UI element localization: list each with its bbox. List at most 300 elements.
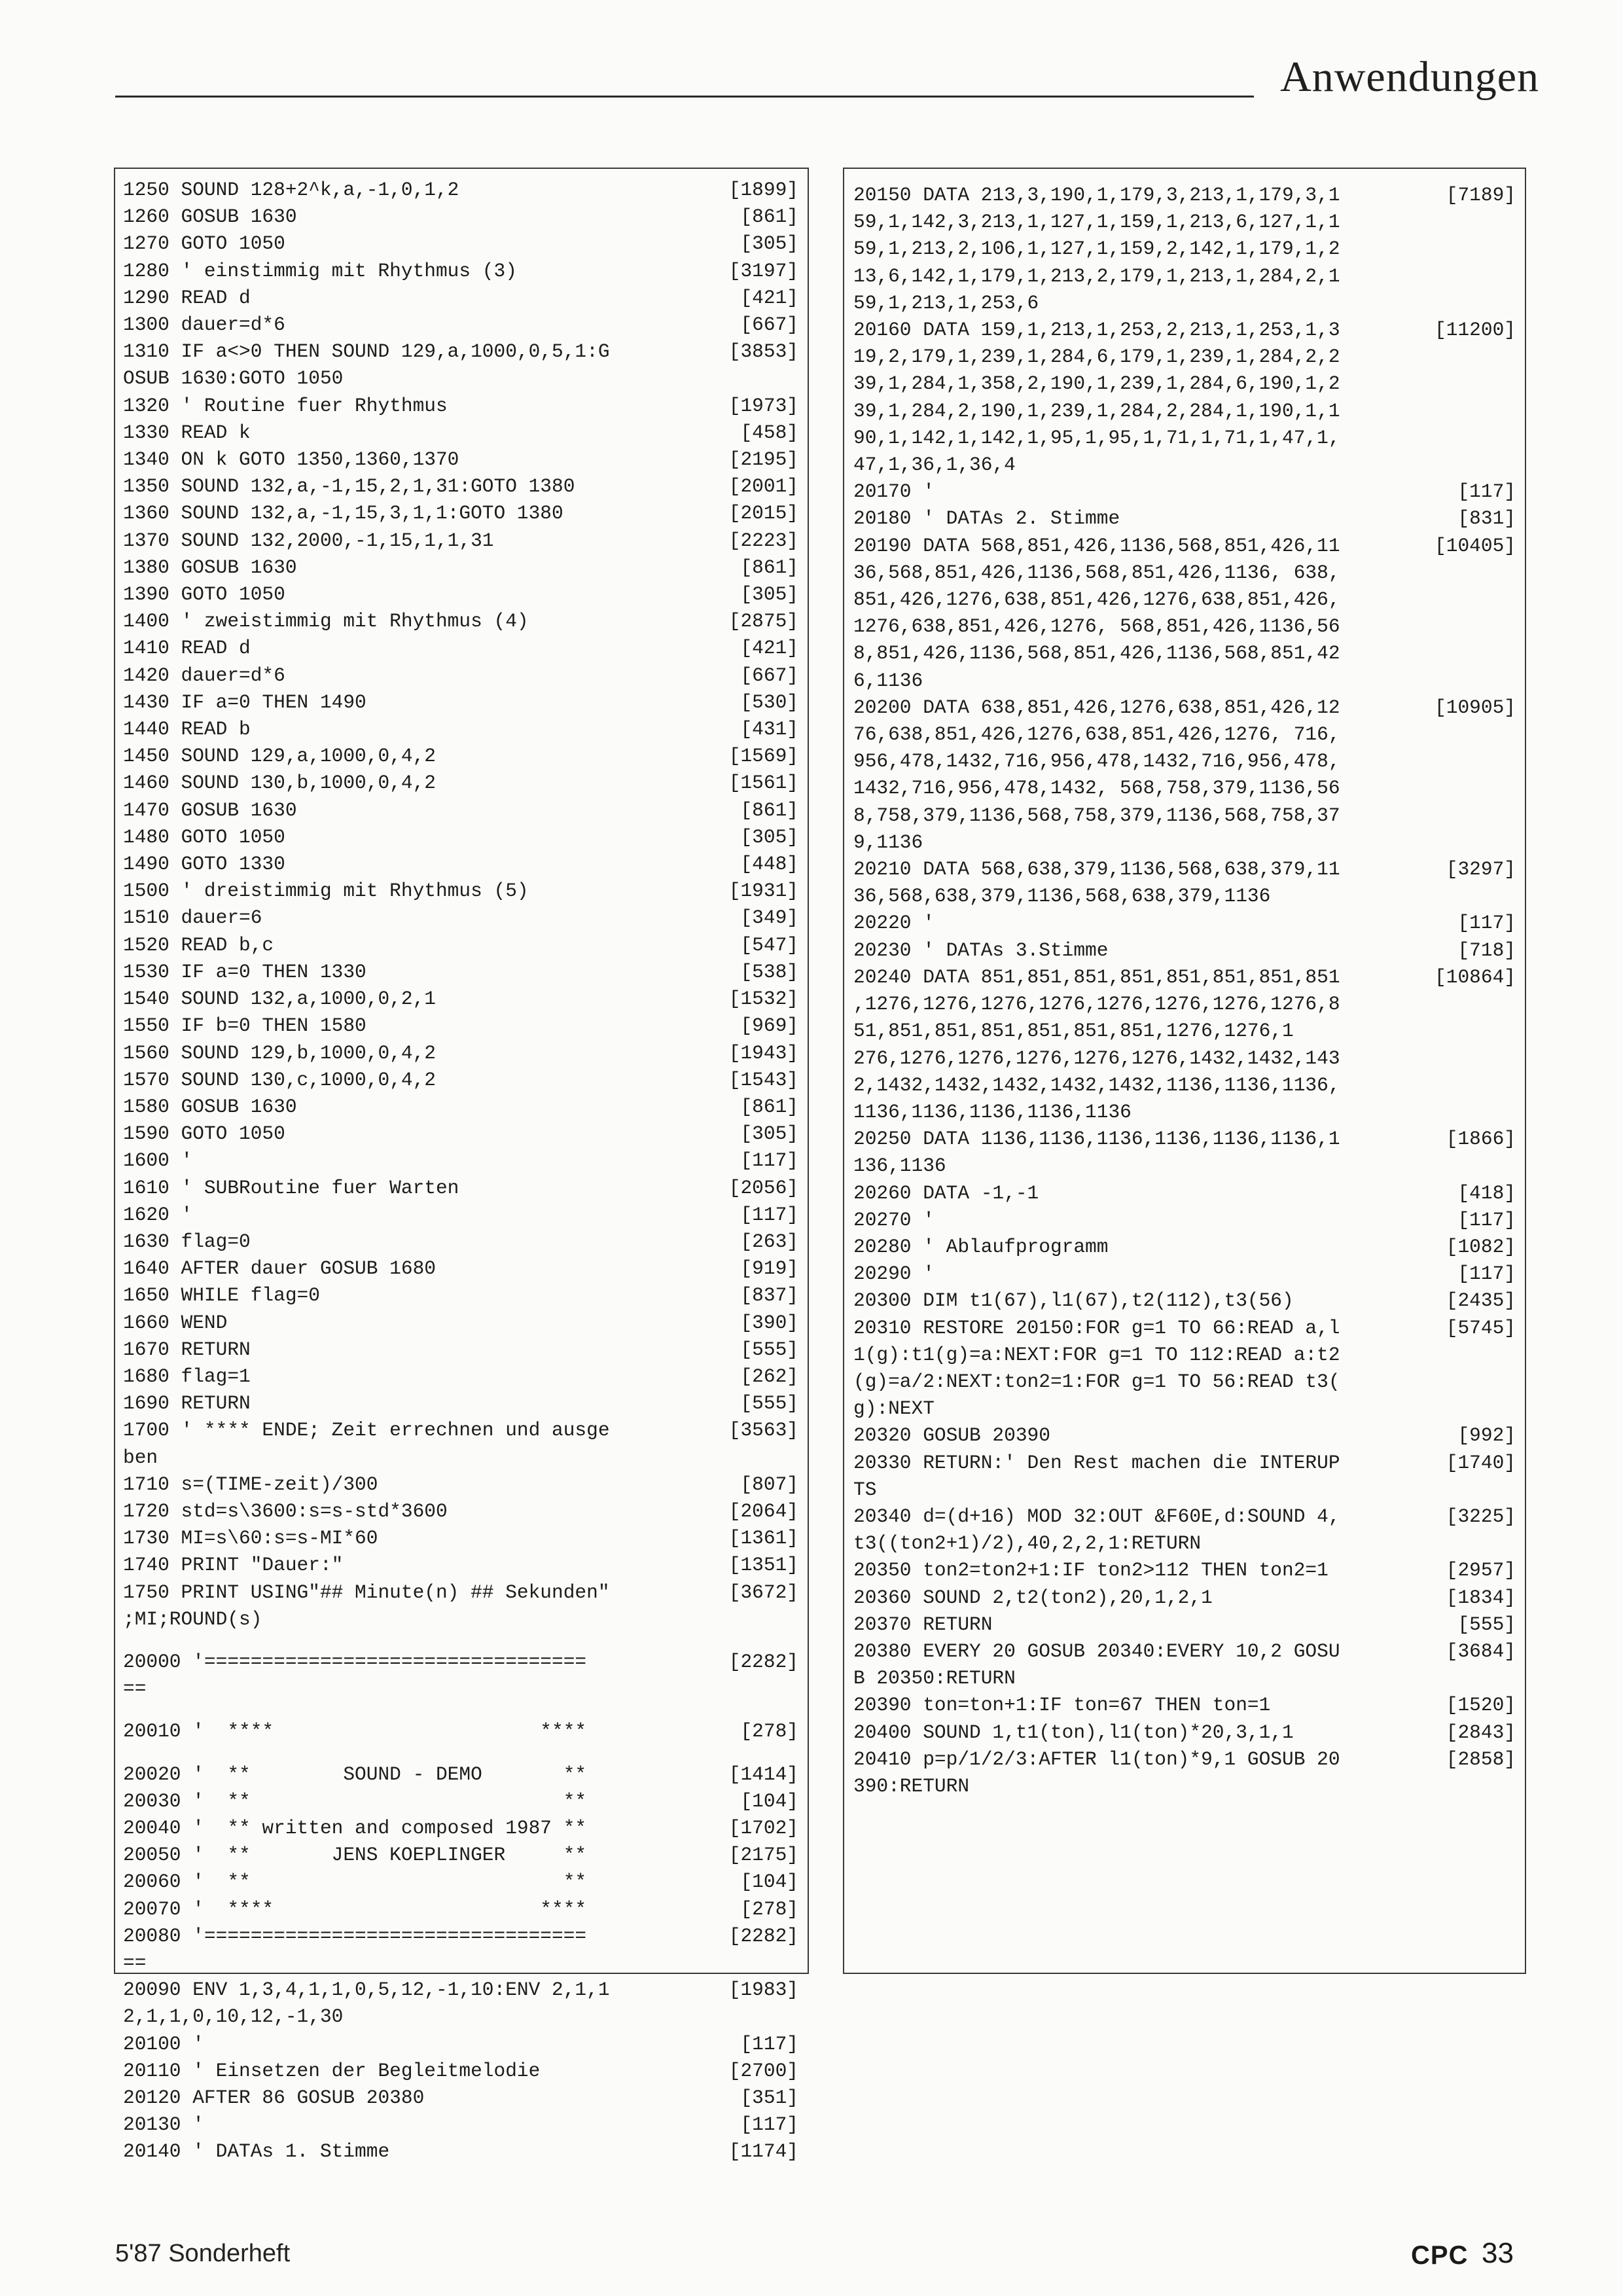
code-line xyxy=(853,1773,1516,1800)
checksum: [3297] xyxy=(1446,858,1516,881)
code-text: 20370 RETURN xyxy=(853,1613,993,1636)
checksum: [1866] xyxy=(1446,1128,1516,1151)
checksum: [2700] xyxy=(728,2059,798,2082)
checksum: [305] xyxy=(740,825,798,848)
code-text: 20280 ' Ablaufprogramm xyxy=(853,1235,1109,1258)
checksum: [104] xyxy=(740,1789,798,1812)
code-text: 19,2,179,1,239,1,284,6,179,1,239,1,284,2,2 xyxy=(853,346,1340,368)
code-text: 20250 DATA 1136,1136,1136,1136,1136,1136,1 xyxy=(853,1128,1340,1151)
code-text: 1690 RETURN xyxy=(123,1392,251,1415)
code-text: 20260 DATA -1,-1 xyxy=(853,1181,1039,1204)
code-line xyxy=(853,478,1516,505)
checksum: [1561] xyxy=(728,772,798,795)
code-line xyxy=(853,317,1516,344)
code-text: 20090 ENV 1,3,4,1,1,0,5,12,-1,10:ENV 2,1,1 xyxy=(123,1979,610,2001)
checksum: [278] xyxy=(740,1897,798,1920)
checksum: [3853] xyxy=(728,340,798,363)
checksum: [538] xyxy=(740,960,798,983)
code-text: ben xyxy=(123,1446,158,1469)
code-text: 1520 READ b,c xyxy=(123,933,274,956)
code-line xyxy=(123,743,798,770)
code-text: 851,426,1276,638,851,426,1276,638,851,426, xyxy=(853,588,1340,611)
code-line xyxy=(123,1282,798,1309)
code-text: 2,1,1,0,10,12,-1,30 xyxy=(123,2005,344,2028)
code-line xyxy=(123,1013,798,1039)
checksum: [117] xyxy=(740,2032,798,2055)
code-text: 20030 ' ** ** xyxy=(123,1789,587,1812)
code-line xyxy=(123,1761,798,1788)
code-text: 1730 MI=s\60:s=s-MI*60 xyxy=(123,1527,378,1550)
checksum: [831] xyxy=(1457,507,1516,530)
checksum: [10864] xyxy=(1435,965,1516,988)
checksum: [2223] xyxy=(728,529,798,552)
checksum: [718] xyxy=(1457,939,1516,961)
code-line xyxy=(123,635,798,662)
code-line xyxy=(123,338,798,365)
checksum: [2875] xyxy=(728,610,798,633)
code-line xyxy=(853,1719,1516,1746)
code-text: 1380 GOSUB 1630 xyxy=(123,556,297,579)
checksum: [117] xyxy=(1457,480,1516,503)
code-line xyxy=(853,640,1516,667)
code-line xyxy=(853,1315,1516,1342)
code-text: 9,1136 xyxy=(853,831,923,853)
code-text: 1136,1136,1136,1136,1136 xyxy=(853,1100,1132,1123)
code-line xyxy=(853,964,1516,991)
checksum: [2056] xyxy=(728,1176,798,1199)
checksum: [10405] xyxy=(1435,534,1516,557)
code-text: 1340 ON k GOTO 1350,1360,1370 xyxy=(123,448,459,471)
checksum: [1973] xyxy=(728,394,798,417)
code-line xyxy=(853,1369,1516,1395)
code-line xyxy=(853,991,1516,1018)
checksum: [555] xyxy=(740,1392,798,1415)
code-line xyxy=(123,1147,798,1174)
code-text: 2,1432,1432,1432,1432,1432,1136,1136,1136, xyxy=(853,1073,1340,1096)
code-line xyxy=(853,1503,1516,1530)
code-text: 1400 ' zweistimmig mit Rhythmus (4) xyxy=(123,610,529,633)
code-line xyxy=(123,1579,798,1606)
code-line xyxy=(853,452,1516,478)
code-text: 1440 READ b xyxy=(123,718,251,741)
checksum: [861] xyxy=(740,798,798,821)
code-line xyxy=(853,1395,1516,1422)
code-line xyxy=(123,878,798,905)
checksum: [2957] xyxy=(1446,1559,1516,1582)
code-text: 39,1,284,1,358,2,190,1,239,1,284,6,190,1,2 xyxy=(853,372,1340,395)
code-line xyxy=(123,1676,798,1702)
checksum: [861] xyxy=(740,556,798,579)
checksum: [351] xyxy=(740,2087,798,2109)
code-text: 1660 WEND xyxy=(123,1311,228,1334)
checksum: [117] xyxy=(740,1149,798,1172)
code-text: 1410 READ d xyxy=(123,637,251,660)
checksum: [421] xyxy=(740,286,798,309)
code-text: 1420 dauer=d*6 xyxy=(123,664,285,687)
checksum: [305] xyxy=(740,232,798,255)
code-line xyxy=(123,824,798,851)
code-text: 20170 ' xyxy=(853,480,935,503)
code-line xyxy=(123,851,798,878)
code-line xyxy=(853,344,1516,370)
code-text: == xyxy=(123,1952,147,1974)
code-text: 20050 ' ** JENS KOEPLINGER ** xyxy=(123,1844,587,1867)
code-line xyxy=(853,1045,1516,1072)
checksum: [104] xyxy=(740,1871,798,1893)
code-text: 1432,716,956,478,1432, 568,758,379,1136,56 xyxy=(853,777,1340,800)
listing-left-column xyxy=(114,168,809,2163)
code-line xyxy=(123,1950,798,1977)
checksum: [1943] xyxy=(728,1041,798,1064)
code-line xyxy=(123,1498,798,1525)
code-text: 20310 RESTORE 20150:FOR g=1 TO 66:READ a,l xyxy=(853,1316,1340,1339)
code-text: 1650 WHILE flag=0 xyxy=(123,1284,320,1307)
code-line xyxy=(853,910,1516,937)
code-line xyxy=(853,1342,1516,1369)
checksum: [263] xyxy=(740,1230,798,1253)
code-text: 1(g):t1(g)=a:NEXT:FOR g=1 TO 112:READ a:t2 xyxy=(853,1343,1340,1366)
code-text: 1630 flag=0 xyxy=(123,1230,251,1253)
code-line xyxy=(123,797,798,824)
code-line xyxy=(853,1099,1516,1126)
code-line xyxy=(123,420,798,446)
code-line xyxy=(853,1207,1516,1234)
checksum: [7189] xyxy=(1446,184,1516,206)
code-text: 1720 std=s\3600:s=s-std*3600 xyxy=(123,1499,448,1522)
code-text: 20410 p=p/1/2/3:AFTER l1(ton)*9,1 GOSUB 20 xyxy=(853,1748,1340,1770)
checksum: [2175] xyxy=(728,1844,798,1867)
section-title: Anwendungen xyxy=(1274,52,1539,102)
code-line xyxy=(123,1869,798,1895)
code-text: 1300 dauer=d*6 xyxy=(123,314,285,336)
code-text: 1430 IF a=0 THEN 1490 xyxy=(123,691,366,713)
code-line xyxy=(853,829,1516,856)
code-text: 20400 SOUND 1,t1(ton),l1(ton)*20,3,1,1 xyxy=(853,1721,1294,1744)
page-number: 33 xyxy=(1482,2237,1514,2269)
checksum: [837] xyxy=(740,1284,798,1307)
issue-label: 5'87 Sonderheft xyxy=(115,2240,291,2267)
code-line xyxy=(123,1417,798,1444)
code-text: 1460 SOUND 130,b,1000,0,4,2 xyxy=(123,772,436,795)
code-text: 8,851,426,1136,568,851,426,1136,568,851,42 xyxy=(853,642,1340,665)
checksum: [2064] xyxy=(728,1499,798,1522)
code-line xyxy=(853,1665,1516,1692)
code-line xyxy=(123,1255,798,1282)
checksum: [390] xyxy=(740,1311,798,1334)
code-text: 20140 ' DATAs 1. Stimme xyxy=(123,2140,390,2163)
checksum: [117] xyxy=(740,1203,798,1226)
code-line xyxy=(853,398,1516,425)
checksum: [919] xyxy=(740,1257,798,1280)
code-text: 1530 IF a=0 THEN 1330 xyxy=(123,960,366,983)
listing-right-column xyxy=(843,168,1526,1974)
code-line xyxy=(123,204,798,230)
code-line xyxy=(853,1585,1516,1611)
code-text: 1640 AFTER dauer GOSUB 1680 xyxy=(123,1257,436,1280)
checksum: [421] xyxy=(740,637,798,660)
checksum: [418] xyxy=(1457,1181,1516,1204)
code-text: 20360 SOUND 2,t2(ton2),20,1,2,1 xyxy=(853,1586,1213,1609)
code-text: 276,1276,1276,1276,1276,1276,1432,1432,143 xyxy=(853,1047,1340,1069)
checksum: [1543] xyxy=(728,1068,798,1091)
checksum: [11200] xyxy=(1435,319,1516,342)
code-text: 20070 ' **** **** xyxy=(123,1897,587,1920)
code-line xyxy=(853,1746,1516,1773)
code-text: 20010 ' **** **** xyxy=(123,1720,587,1743)
code-line xyxy=(123,1718,798,1745)
code-text: (g)=a/2:NEXT:ton2=1:FOR g=1 TO 56:READ t3( xyxy=(853,1370,1340,1393)
code-line xyxy=(123,230,798,257)
code-text: 1390 GOTO 1050 xyxy=(123,583,285,606)
checksum: [117] xyxy=(1457,1208,1516,1231)
checksum: [3684] xyxy=(1446,1640,1516,1662)
code-line xyxy=(123,2138,798,2165)
code-text: 20040 ' ** written and composed 1987 ** xyxy=(123,1816,587,1839)
code-line xyxy=(853,1450,1516,1477)
code-line xyxy=(123,500,798,527)
code-text: 1490 GOTO 1330 xyxy=(123,853,285,876)
code-text: 20190 DATA 568,851,426,1136,568,851,426,11 xyxy=(853,534,1340,557)
checksum: [448] xyxy=(740,853,798,876)
checksum: [262] xyxy=(740,1365,798,1388)
code-line xyxy=(853,263,1516,290)
checksum: [2001] xyxy=(728,475,798,498)
code-line xyxy=(123,528,798,554)
checksum: [1351] xyxy=(728,1554,798,1577)
code-text: 1670 RETURN xyxy=(123,1338,251,1361)
checksum: [3225] xyxy=(1446,1505,1516,1528)
checksum: [2282] xyxy=(728,1650,798,1673)
code-line xyxy=(123,932,798,959)
code-line xyxy=(123,1202,798,1229)
checksum: [1532] xyxy=(728,988,798,1011)
checksum: [3563] xyxy=(728,1419,798,1442)
code-text: 1740 PRINT "Dauer:" xyxy=(123,1554,344,1577)
code-text: 1680 flag=1 xyxy=(123,1365,251,1388)
code-line xyxy=(123,959,798,986)
code-text: 20240 DATA 851,851,851,851,851,851,851,851 xyxy=(853,965,1340,988)
code-line xyxy=(123,689,798,716)
code-line xyxy=(123,608,798,635)
code-line xyxy=(123,662,798,689)
code-text: 20120 AFTER 86 GOSUB 20380 xyxy=(123,2087,425,2109)
code-line xyxy=(123,1363,798,1390)
checksum: [667] xyxy=(740,314,798,336)
code-text: 1560 SOUND 129,b,1000,0,4,2 xyxy=(123,1041,436,1064)
code-text: 1570 SOUND 130,c,1000,0,4,2 xyxy=(123,1068,436,1091)
checksum: [1569] xyxy=(728,745,798,768)
code-text: == xyxy=(123,1677,147,1700)
code-text: 956,478,1432,716,956,478,1432,716,956,478, xyxy=(853,750,1340,773)
code-text: 1470 GOSUB 1630 xyxy=(123,798,297,821)
code-text: 1700 ' **** ENDE; Zeit errechnen und ausge xyxy=(123,1419,610,1442)
code-line xyxy=(123,1649,798,1676)
checksum: [969] xyxy=(740,1014,798,1037)
code-text: 1310 IF a<>0 THEN SOUND 129,a,1000,0,5,1:G xyxy=(123,340,610,363)
code-line xyxy=(123,1525,798,1552)
code-text: 20380 EVERY 20 GOSUB 20340:EVERY 10,2 GOSU xyxy=(853,1640,1340,1662)
code-line xyxy=(123,1896,798,1923)
code-text: 20350 ton2=ton2+1:IF ton2>112 THEN ton2=1 xyxy=(853,1559,1329,1582)
code-text: 20060 ' ** ** xyxy=(123,1871,587,1893)
code-line xyxy=(123,365,798,392)
code-line xyxy=(123,1121,798,1147)
code-text: B 20350:RETURN xyxy=(853,1667,1016,1690)
code-line xyxy=(123,1094,798,1121)
checksum: [1520] xyxy=(1446,1694,1516,1717)
code-text: 20100 ' xyxy=(123,2032,204,2055)
code-line xyxy=(853,1638,1516,1665)
code-line xyxy=(853,1126,1516,1153)
code-line xyxy=(123,1444,798,1471)
code-text: 1750 PRINT USING"## Minute(n) ## Sekunden" xyxy=(123,1581,610,1604)
code-line xyxy=(123,986,798,1013)
code-line xyxy=(853,856,1516,883)
code-text: 20150 DATA 213,3,190,1,179,3,213,1,179,3,1 xyxy=(853,184,1340,206)
code-text: 20020 ' ** SOUND - DEMO ** xyxy=(123,1763,587,1785)
checksum: [1361] xyxy=(728,1527,798,1550)
checksum: [2195] xyxy=(728,448,798,471)
code-text: 8,758,379,1136,568,758,379,1136,568,758,37 xyxy=(853,804,1340,827)
checksum: [667] xyxy=(740,664,798,687)
code-text: 20180 ' DATAs 2. Stimme xyxy=(853,507,1120,530)
checksum: [1414] xyxy=(728,1763,798,1785)
code-text: 20200 DATA 638,851,426,1276,638,851,426,12 xyxy=(853,696,1340,719)
checksum: [1740] xyxy=(1446,1451,1516,1474)
checksum: [117] xyxy=(1457,1263,1516,1285)
code-line xyxy=(123,312,798,338)
code-line xyxy=(853,1180,1516,1207)
code-line xyxy=(123,1040,798,1067)
code-text: 20130 ' xyxy=(123,2113,204,2136)
code-line xyxy=(853,236,1516,262)
code-line xyxy=(853,1422,1516,1449)
code-line xyxy=(123,1842,798,1869)
checksum: [3672] xyxy=(728,1581,798,1604)
code-line xyxy=(853,1530,1516,1557)
code-text: 59,1,213,2,106,1,127,1,159,2,142,1,179,1,2 xyxy=(853,238,1340,260)
checksum: [1983] xyxy=(728,1979,798,2001)
code-text: 90,1,142,1,142,1,95,1,95,1,71,1,71,1,47,1, xyxy=(853,426,1340,449)
code-text: 36,568,851,426,1136,568,851,426,1136, 638, xyxy=(853,561,1340,584)
code-line xyxy=(853,1261,1516,1287)
code-text: ,1276,1276,1276,1276,1276,1276,1276,1276,8 xyxy=(853,993,1340,1016)
checksum: [2843] xyxy=(1446,1721,1516,1744)
code-text: 1500 ' dreistimmig mit Rhythmus (5) xyxy=(123,880,529,903)
code-text: 390:RETURN xyxy=(853,1774,970,1797)
code-text: 1610 ' SUBRoutine fuer Warten xyxy=(123,1176,459,1199)
code-text: 1270 GOTO 1050 xyxy=(123,232,285,255)
code-line xyxy=(123,1336,798,1363)
code-line xyxy=(123,1067,798,1094)
code-text: 1600 ' xyxy=(123,1149,193,1172)
code-text: 1550 IF b=0 THEN 1580 xyxy=(123,1014,366,1037)
code-text: 20160 DATA 159,1,213,1,253,2,213,1,253,1,3 xyxy=(853,319,1340,342)
code-text: 1370 SOUND 132,2000,-1,15,1,1,31 xyxy=(123,529,494,552)
code-line xyxy=(123,1977,798,2003)
code-line xyxy=(853,775,1516,802)
code-text: 20080 '================================= xyxy=(123,1924,587,1947)
code-line xyxy=(853,937,1516,964)
code-text: 59,1,213,1,253,6 xyxy=(853,291,1039,314)
code-line xyxy=(853,748,1516,775)
code-text: 20340 d=(d+16) MOD 32:OUT &F60E,d:SOUND 4, xyxy=(853,1505,1340,1528)
checksum: [117] xyxy=(740,2113,798,2136)
checksum: [555] xyxy=(740,1338,798,1361)
code-line xyxy=(853,1477,1516,1503)
code-line xyxy=(853,586,1516,613)
code-text: 1290 READ d xyxy=(123,286,251,309)
code-text: 20270 ' xyxy=(853,1208,935,1231)
code-line xyxy=(123,258,798,285)
checksum: [305] xyxy=(740,1122,798,1145)
checksum: [2015] xyxy=(728,502,798,525)
code-line xyxy=(853,1557,1516,1584)
code-text: 1710 s=(TIME-zeit)/300 xyxy=(123,1473,378,1496)
code-line xyxy=(853,290,1516,317)
code-text: 1450 SOUND 129,a,1000,0,4,2 xyxy=(123,745,436,768)
checksum: [2435] xyxy=(1446,1289,1516,1312)
checksum: [305] xyxy=(740,583,798,606)
checksum: [1174] xyxy=(728,2140,798,2163)
checksum: [530] xyxy=(740,691,798,713)
code-text: 20110 ' Einsetzen der Begleitmelodie xyxy=(123,2059,541,2082)
code-text: 1510 dauer=6 xyxy=(123,906,262,929)
code-line xyxy=(123,1552,798,1579)
code-text: 20290 ' xyxy=(853,1263,935,1285)
code-line xyxy=(123,2111,798,2138)
code-line xyxy=(853,182,1516,209)
code-line xyxy=(123,446,798,473)
code-line xyxy=(853,1018,1516,1045)
code-text: 1480 GOTO 1050 xyxy=(123,825,285,848)
code-text: OSUB 1630:GOTO 1050 xyxy=(123,367,344,390)
code-line xyxy=(853,613,1516,640)
code-text: 1276,638,851,426,1276, 568,851,426,1136,56 xyxy=(853,615,1340,638)
code-line xyxy=(123,1923,798,1950)
code-line xyxy=(853,370,1516,397)
code-text: 1540 SOUND 132,a,1000,0,2,1 xyxy=(123,988,436,1011)
checksum: [2858] xyxy=(1446,1748,1516,1770)
code-line xyxy=(123,1175,798,1202)
code-line xyxy=(123,177,798,204)
code-line xyxy=(853,425,1516,452)
code-text: 47,1,36,1,36,4 xyxy=(853,454,1016,476)
code-text: 1330 READ k xyxy=(123,421,251,444)
code-text: 20390 ton=ton+1:IF ton=67 THEN ton=1 xyxy=(853,1694,1271,1717)
code-line xyxy=(123,1471,798,1498)
code-line xyxy=(123,473,798,500)
code-text: 76,638,851,426,1276,638,851,426,1276, 716, xyxy=(853,723,1340,746)
code-text: 1260 GOSUB 1630 xyxy=(123,206,297,228)
code-text: 1620 ' xyxy=(123,1203,193,1226)
code-text: 13,6,142,1,179,1,213,2,179,1,213,1,284,2,1 xyxy=(853,264,1340,287)
code-text: 20300 DIM t1(67),l1(67),t2(112),t3(56) xyxy=(853,1289,1294,1312)
code-text: t3((ton2+1)/2),40,2,2,1:RETURN xyxy=(853,1532,1202,1555)
code-text: 20220 ' xyxy=(853,912,935,935)
checksum: [1834] xyxy=(1446,1586,1516,1609)
code-text: 1320 ' Routine fuer Rhythmus xyxy=(123,394,448,417)
code-text: 20230 ' DATAs 3.Stimme xyxy=(853,939,1109,961)
code-line xyxy=(123,1606,798,1633)
code-text: 20000 '================================= xyxy=(123,1650,587,1673)
code-line xyxy=(123,393,798,420)
checksum: [992] xyxy=(1457,1424,1516,1447)
code-text: 1280 ' einstimmig mit Rhythmus (3) xyxy=(123,259,517,282)
code-text: 1250 SOUND 128+2^k,a,-1,0,1,2 xyxy=(123,179,459,201)
code-line xyxy=(123,2058,798,2085)
code-line xyxy=(853,505,1516,532)
